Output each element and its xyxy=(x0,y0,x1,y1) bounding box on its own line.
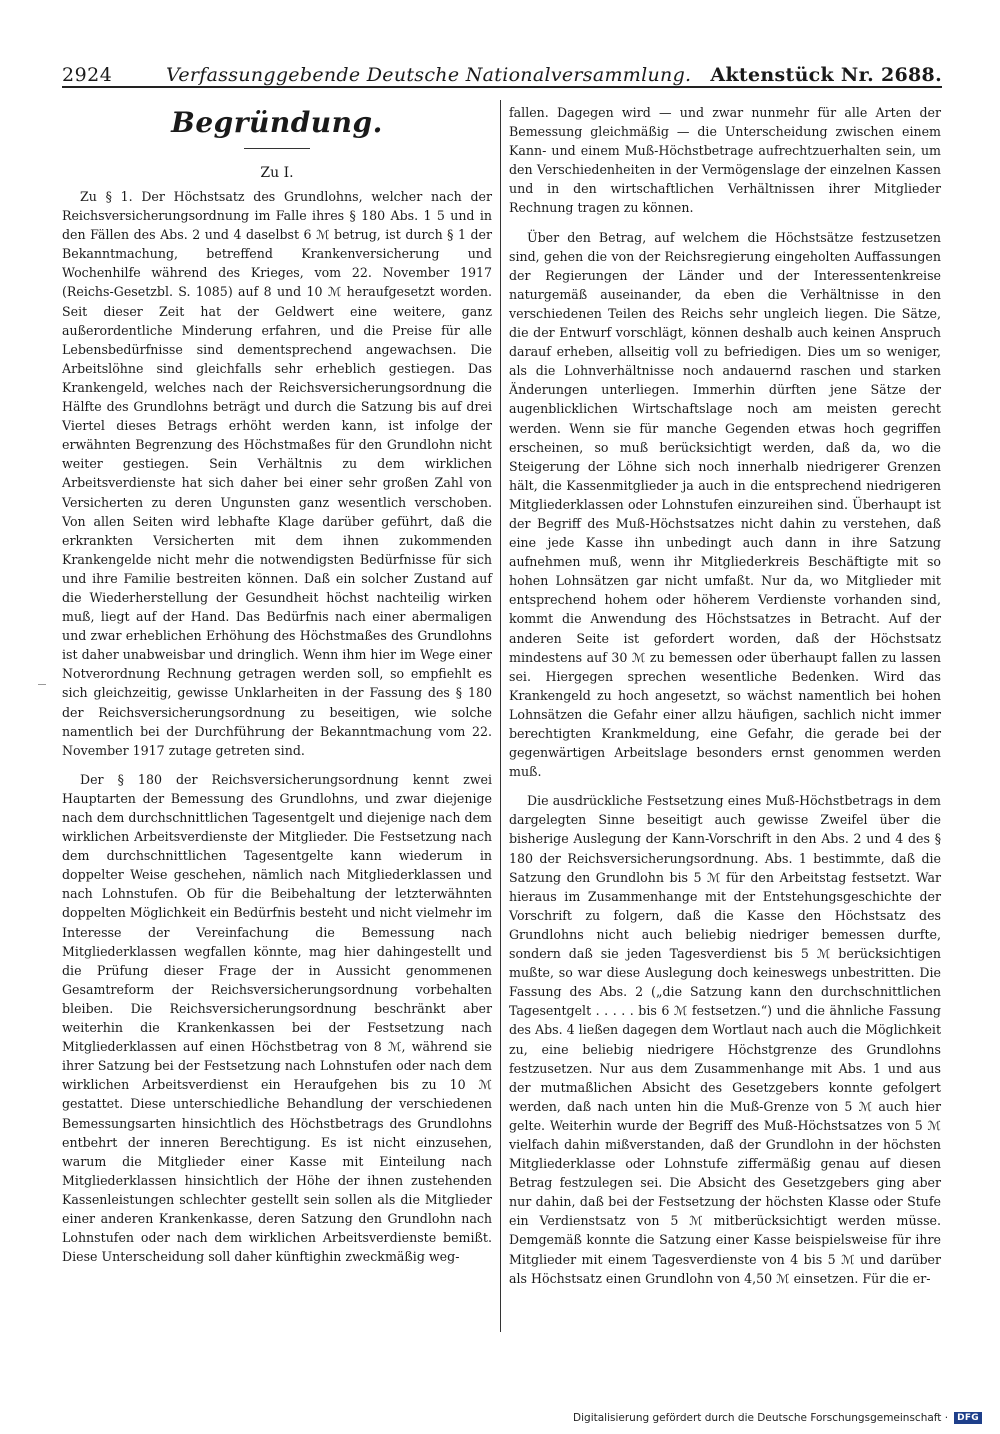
heading-rule xyxy=(244,148,310,149)
column-divider xyxy=(500,100,501,1332)
header-title xyxy=(166,64,942,86)
footer-credit: Digitalisierung gefördert durch die Deutsche Forschungsgemeinschaft · xyxy=(573,1412,949,1424)
margin-mark xyxy=(38,684,46,685)
paragraph: Zu § 1. Der Höchstsatz des Grundlohns, welcher nach der Reichsversicherungsordnung im Falle ihres § 180 Abs. 1 5 und in den Fällen des Abs. 2 und 4 daselbst 6 ℳ betrug, ist durch § 1 der Bekanntmachung, betreffend Krankenversicherung und Wochenhilfe während des Krieges, vom 22. November 1917 (Reichs-Gesetzbl. S. 1085) auf 8 und 10 ℳ heraufgesetzt worden. Seit dieser Zeit hat der Geldwert eine weitere, ganz außerordentliche Minderung erfahren, und die Preise für alle Lebensbedürfnisse sind dementsprechend angewachsen. Die Arbeitslöhne sind gleichfalls sehr erheblich gestiegen. Das Krankengeld, welches nach der Reichsversicherungsordnung die Hälfte des Grundlohns beträgt und durch die Satzung bis auf drei Viertel dieses Betrags erhöht werden kann, ist infolge der erwähnten Begrenzung des Höchstmaßes für den Grundlohn nicht weiter gestiegen. Sein Verhältnis zu dem wirklichen Arbeitsverdienste hat sich daher bei einer sehr großen Zahl von Versicherten zu deren Ungunsten ganz wesentlich verschoben. Von allen Seiten wird lebhafte Klage darüber geführt, daß die erkrankten Versicherten mit dem ihnen zukommenden Krankengelde nicht mehr die notwendigsten Bedürfnisse für sich und ihre Familie bestreiten können. Daß ein solcher Zustand auf die Wiederherstellung der Gesundheit höchst nachteilig wirken muß, liegt auf der Hand. Das Bedürfnis nach einer abermaligen und zwar erheblichen Erhöhung des Höchstmaßes des Grundlohns ist daher unabweisbar und dringlich. Wenn ihm hier im Wege einer Notverordnung Rechnung getragen werden soll, so empfiehlt es sich gleichzeitig, gewisse Unklarheiten in der Fassung des § 180 der Reichsversicherungsordnung zu beseitigen, wie solche namentlich bei der Durchführung der Bekanntmachung vom 22. November 1917 zutage getreten sind. xyxy=(62,189,492,758)
document-number: Aktenstück Nr. 2688. xyxy=(710,64,942,86)
left-column xyxy=(62,100,492,1266)
digitization-footer xyxy=(573,1412,982,1424)
publication-title: Verfassunggebende Deutsche Nationalversammlung. xyxy=(166,64,692,86)
paragraph: Die ausdrückliche Festsetzung eines Muß-Höchstbetrags in dem dargelegten Sinne beseitigt auch gewisse Zweifel über die bisherige Auslegung der Kann-Vorschrift in den Abs. 2 und 4 des § 180 der Reichsversicherungsordnung. Abs. 1 bestimmte, daß die Satzung den Grundlohn bis 5 ℳ für den Arbeitstag festsetzt. War hieraus im Zusammenhange mit der Entstehungsgeschichte der Vorschrift zu folgern, daß die Kasse den Höchstsatz des Grundlohns nicht auch beliebig niedriger bemessen durfte, sondern daß sie jeden Tagesverdienst bis 5 ℳ berücksichtigen mußte, so war diese Auslegung doch keineswegs unbestritten. Die Fassung des Abs. 2 („die Satzung kann den durchschnittlichen Tagesentgelt . . . . . bis 6 ℳ festsetzen.“) und die ähnliche Fassung des Abs. 4 ließen dagegen dem Wortlaut nach auch die Möglichkeit zu, eine beliebig niedrigere Höchstgrenze des Grundlohns festzusetzen. Nur aus dem Zusammenhange mit Abs. 1 und aus der mutmaßlichen Absicht des Gesetzgebers konnte gefolgert werden, daß nach unten hin die Muß-Grenze von 5 ℳ auch hier gelte. Weiterhin wurde der Begriff des Muß-Höchstsatzes von 5 ℳ vielfach dahin mißverstanden, daß der Grundlohn in der höchsten Mitgliederklasse oder Lohnstufe ziffermäßig genau auf diesen Betrag festzulegen sei. Die Absicht des Gesetzgebers ging aber nur dahin, daß bei der Festsetzung der höchsten Klasse oder Stufe ein Verdienstsatz von 5 ℳ mitberücksichtigt werden müsse. Demgemäß konnte die Satzung einer Kasse beispielsweise für ihre Mitglieder mit einem Tagesverdienste von 4 bis 5 ℳ und darüber als Höchstsatz einen Grundlohn von 4,50 ℳ einsetzen. Für die er- xyxy=(509,793,941,1286)
section-heading: Begründung. xyxy=(171,106,383,139)
dfg-logo: DFG xyxy=(954,1412,982,1424)
right-column xyxy=(509,103,941,1288)
page-header xyxy=(62,60,942,88)
section-subheading: Zu I. xyxy=(260,165,294,181)
paragraph: fallen. Dagegen wird — und zwar nunmehr für alle Arten der Bemessung gleichmäßig — die Unterscheidung zwischen einem Kann- und einem Muß-Höchstbetrage aufrechtzuerhalten sein, um den Verschiedenheiten in der Vermögenslage der einzelnen Kassen und in den wirtschaftlichen Verhältnissen ihrer Mitglieder Rechnung tragen zu können. xyxy=(509,105,941,216)
paragraph: Über den Betrag, auf welchem die Höchstsätze festzusetzen sind, gehen die von der Reichsregierung eingeholten Auffassungen der Regierungen der Länder und der Interessentenkreise naturgemäß auseinander, da eben die Verhältnisse in den verschiedenen Teilen des Reichs sehr ungleich liegen. Die Sätze, die der Entwurf vorschlägt, können deshalb auch keinen Anspruch darauf erheben, allseitig voll zu befriedigen. Dies um so weniger, als die Lohnverhältnisse noch andauernd raschen und starken Änderungen unterliegen. Immerhin dürften jene Sätze der augenblicklichen Wirtschaftslage noch am meisten gerecht werden. Wenn sie für manche Gegenden etwas hoch gegriffen erscheinen, so muß berücksichtigt werden, daß da, wo die Steigerung der Löhne sich noch innerhalb niedrigerer Grenzen hält, die Kassenmitglieder ja auch in die entsprechend niedrigeren Mitgliederklassen oder Lohnstufen einzureihen sind. Überhaupt ist der Begriff des Muß-Höchstsatzes nicht dahin zu verstehen, daß eine jede Kasse ihn unbedingt auch dann in ihre Satzung aufnehmen muß, wenn ihr Mitgliederkreis Beschäftigte mit so hohen Lohnsätzen gar nicht umfaßt. Nur da, wo Mitglieder mit entsprechend hohem oder höherem Verdienste vorhanden sind, kommt die Anwendung des Höchstsatzes in Betracht. Auf der anderen Seite ist gefordert worden, daß der Höchstsatz mindestens auf 30 ℳ zu bemessen oder überhaupt fallen zu lassen sei. Hiergegen sprechen wesentliche Bedenken. Wird das Krankengeld zu hoch angesetzt, so wächst namentlich bei hohen Lohnsätzen die Gefahr einer allzu häufigen, sachlich nicht immer berechtigten Krankmeldung, eine Gefahr, die gerade bei der gegenwärtigen Arbeitslage besonders ernst genommen werden muß. xyxy=(509,229,941,780)
page-number: 2924 xyxy=(62,64,113,86)
paragraph: Der § 180 der Reichsversicherungsordnung kennt zwei Hauptarten der Bemessung des Grundlohns, und zwar diejenige nach dem durchschnittlichen Tagesentgelt und diejenige nach dem wirklichen Arbeitsverdienste der Mitglieder. Die Festsetzung nach dem durchschnittlichen Tagesentgelte kann wiederum in doppelter Weise geschehen, nämlich nach Mitgliederklassen und nach Lohnstufen. Ob für die Beibehaltung der letzterwähnten doppelten Möglichkeit ein Bedürfnis besteht und nicht vielmehr im Interesse der Vereinfachung die Bemessung nach Mitgliederklassen wegfallen könnte, mag hier dahingestellt und die Prüfung dieser Frage der in Aussicht genommenen Gesamtreform der Reichsversicherungsordnung vorbehalten bleiben. Die Reichsversicherungsordnung beschränkt aber weiterhin die Krankenkassen bei der Festsetzung nach Mitgliederklassen auf einen Höchstbetrag von 8 ℳ, während sie ihrer Satzung bei der Festsetzung nach Lohnstufen oder nach dem wirklichen Arbeitsverdienst ein Heraufgehen bis zu 10 ℳ gestattet. Diese unterschiedliche Behandlung der verschiedenen Bemessungsarten hinsichtlich des Höchstbetrags des Grundlohns entbehrt der inneren Berechtigung. Es ist nicht einzusehen, warum die Mitglieder einer Kasse mit Einteilung nach Mitgliederklassen hinsichtlich der Höhe der ihnen zustehenden Kassenleistungen schlechter gestellt sein sollen als die Mitglieder einer anderen Krankenkasse, deren Satzung den Grundlohn nach Lohnstufen oder nach dem wirklichen Arbeitsverdienste bemißt. Diese Unterscheidung soll daher künftighin zweckmäßig weg- xyxy=(62,771,493,1265)
